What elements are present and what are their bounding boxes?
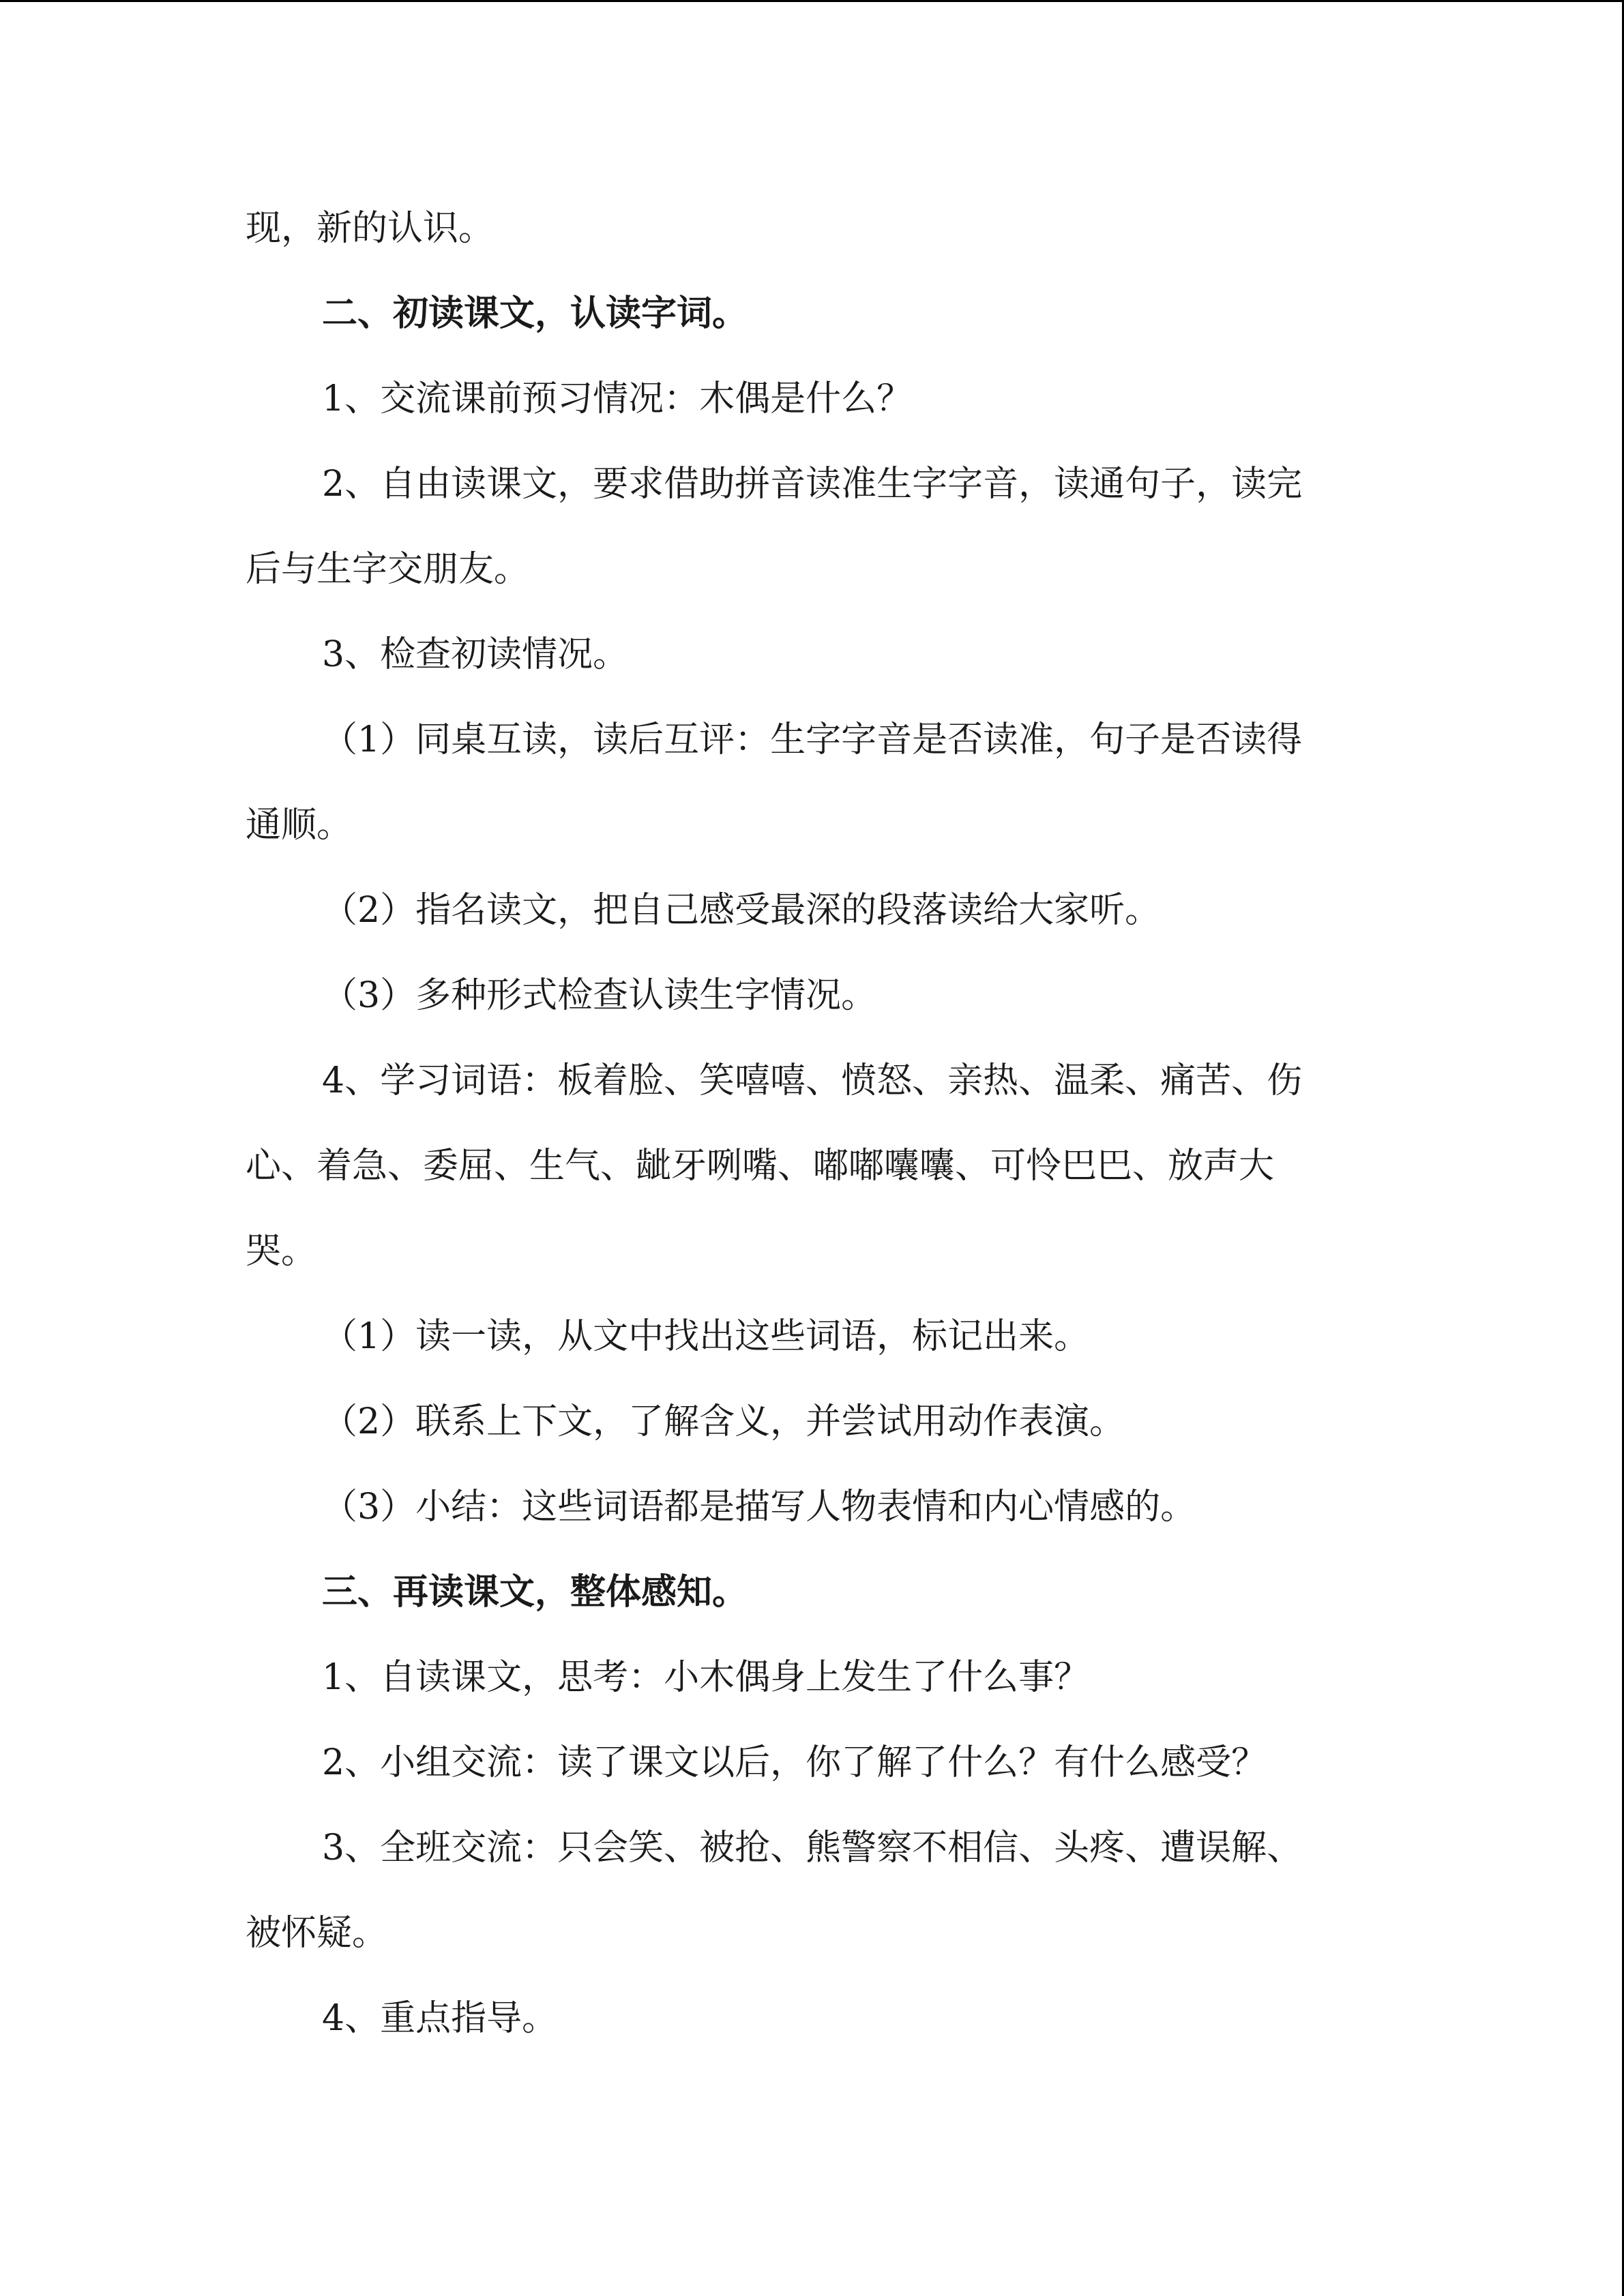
paragraph-line: 被怀疑。 (246, 1913, 388, 1954)
section-heading: 二、初读课文，认读字词。 (322, 293, 748, 334)
paragraph-line: 通顺。 (246, 805, 353, 846)
paragraph-line: 哭。 (246, 1231, 317, 1272)
paragraph-line: （1）同桌互读，读后互评：生字字音是否读准，句子是否读得 (322, 719, 1303, 760)
paragraph-line: 2、自由读课文，要求借助拼音读准生字字音，读通句子，读完 (322, 464, 1303, 505)
section-heading: 三、再读课文，整体感知。 (322, 1571, 748, 1613)
paragraph-line: （3）多种形式检查认读生字情况。 (322, 975, 877, 1016)
paragraph-line: 4、学习词语：板着脸、笑嘻嘻、愤怒、亲热、温柔、痛苦、伤 (322, 1060, 1303, 1101)
paragraph-line: 后与生字交朋友。 (246, 549, 530, 590)
paragraph-line: （1）读一读，从文中找出这些词语，标记出来。 (322, 1316, 1090, 1357)
paragraph-line: 4、重点指导。 (322, 1998, 558, 2039)
paragraph-line: 1、交流课前预习情况：木偶是什么？ (322, 378, 913, 419)
paragraph-line: 3、全班交流：只会笑、被抢、熊警察不相信、头疼、遭误解、 (322, 1828, 1303, 1868)
paragraph-line: （3）小结：这些词语都是描写人物表情和内心情感的。 (322, 1487, 1196, 1527)
paragraph-line: 1、自读课文，思考：小木偶身上发生了什么事？ (322, 1657, 1090, 1698)
paragraph-line: 现，新的认识。 (246, 208, 494, 249)
paragraph-line: 2、小组交流：读了课文以后，你了解了什么？有什么感受？ (322, 1742, 1267, 1783)
paragraph-line: （2）联系上下文，了解含义，并尝试用动作表演。 (322, 1401, 1125, 1442)
paragraph-line: 心、着急、委屈、生气、龇牙咧嘴、嘟嘟囔囔、可怜巴巴、放声大 (246, 1146, 1275, 1187)
paragraph-line: 3、检查初读情况。 (322, 634, 629, 675)
paragraph-line: （2）指名读文，把自己感受最深的段落读给大家听。 (322, 890, 1161, 931)
